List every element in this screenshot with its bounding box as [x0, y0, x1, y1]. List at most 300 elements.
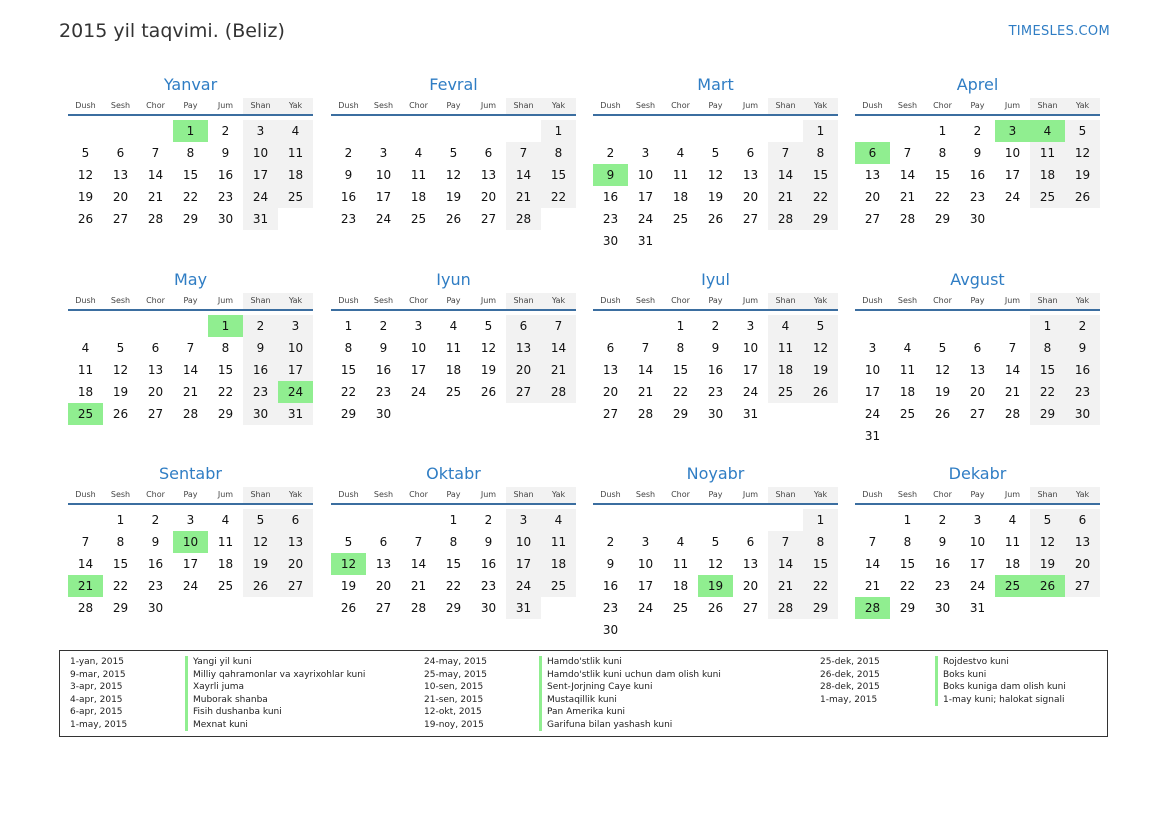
- holiday-row: [70, 681, 365, 694]
- holiday-name: Mexnat kuni: [185, 719, 248, 732]
- weekday-label: Jum: [742, 296, 759, 305]
- day-cell: 18: [672, 579, 689, 593]
- holiday-name: Boks kuniga dam olish kuni: [935, 681, 1066, 694]
- day-grid: [68, 315, 313, 425]
- empty-cell: [593, 120, 628, 142]
- day-cell: 10: [506, 531, 541, 553]
- holiday-date: 3-apr, 2015: [70, 682, 123, 692]
- day-cell: 1: [116, 513, 125, 527]
- day-cell: 21: [864, 579, 881, 593]
- month-oktabr: [331, 463, 576, 619]
- holiday-name: Pan Amerika kuni: [539, 706, 625, 719]
- day-cell: 20: [602, 385, 619, 399]
- holiday-day-cell: 19: [698, 575, 733, 597]
- weekday-label: Jum: [742, 490, 759, 499]
- day-cell: 16: [147, 557, 164, 571]
- day-cell: 29: [672, 407, 689, 421]
- day-cell: 10: [969, 535, 986, 549]
- day-cell: 18: [217, 557, 234, 571]
- day-cell: 23: [1065, 381, 1100, 403]
- day-cell: 22: [445, 579, 462, 593]
- day-cell: 4: [449, 319, 458, 333]
- weekday-label: Dush: [600, 490, 621, 499]
- day-cell: 8: [938, 146, 947, 160]
- day-cell: 13: [147, 363, 164, 377]
- weekday-label: Sesh: [110, 490, 131, 499]
- day-cell: 14: [77, 557, 94, 571]
- day-cell: 5: [803, 315, 838, 337]
- day-cell: 22: [182, 190, 199, 204]
- day-cell: 3: [746, 319, 755, 333]
- holiday-name: Garifuna bilan yashash kuni: [539, 719, 672, 732]
- day-cell: 2: [484, 513, 493, 527]
- weekday-label: Sesh: [635, 490, 656, 499]
- holiday-row: [424, 694, 721, 707]
- day-cell: 19: [1030, 553, 1065, 575]
- day-cell: 5: [243, 509, 278, 531]
- day-cell: 10: [864, 363, 881, 377]
- day-cell: 28: [506, 208, 541, 230]
- weekday-label: Chor: [409, 490, 428, 499]
- day-cell: 17: [637, 190, 654, 204]
- holiday-day-cell: 25: [68, 403, 103, 425]
- holiday-name: Yangi yil kuni: [185, 656, 252, 669]
- holiday-date: 1-may, 2015: [70, 719, 128, 730]
- day-cell: 9: [973, 146, 982, 160]
- day-cell: 11: [672, 168, 689, 182]
- day-cell: 30: [1065, 403, 1100, 425]
- holiday-date: 1-may, 2015: [820, 694, 878, 705]
- holiday-name: Mustaqillik kuni: [539, 694, 617, 707]
- empty-cell: [68, 120, 103, 142]
- weekday-label: Jum: [480, 490, 497, 499]
- day-cell: 21: [768, 186, 803, 208]
- holiday-date: 6-apr, 2015: [70, 707, 123, 717]
- weekday-label: Pay: [183, 296, 198, 305]
- day-cell: 27: [375, 601, 392, 615]
- month-title: Oktabr: [426, 464, 481, 483]
- day-cell: 11: [541, 531, 576, 553]
- day-cell: 22: [112, 579, 129, 593]
- day-cell: 7: [81, 535, 90, 549]
- day-cell: 16: [934, 557, 951, 571]
- holiday-column: [820, 656, 1066, 706]
- day-cell: 27: [742, 601, 759, 615]
- day-grid: [593, 315, 838, 425]
- day-cell: 13: [506, 337, 541, 359]
- weekday-label: Pay: [708, 101, 723, 110]
- day-cell: 7: [903, 146, 912, 160]
- weekday-label: Sesh: [373, 296, 394, 305]
- day-cell: 22: [934, 190, 951, 204]
- day-cell: 3: [414, 319, 423, 333]
- day-cell: 3: [186, 513, 195, 527]
- day-cell: 7: [151, 146, 160, 160]
- day-cell: 10: [637, 557, 654, 571]
- day-cell: 2: [711, 319, 720, 333]
- holiday-row: [424, 669, 721, 682]
- day-cell: 23: [217, 190, 234, 204]
- day-cell: 21: [637, 385, 654, 399]
- day-cell: 13: [969, 363, 986, 377]
- holiday-day-cell: 21: [68, 575, 103, 597]
- day-cell: 11: [672, 557, 689, 571]
- day-cell: 13: [112, 168, 129, 182]
- day-cell: 8: [676, 341, 685, 355]
- day-cell: 3: [243, 120, 278, 142]
- holiday-name: Muborak shanba: [185, 694, 268, 707]
- weekday-label: Yak: [803, 487, 838, 503]
- day-grid: [593, 120, 838, 252]
- day-cell: 6: [746, 535, 755, 549]
- empty-cell: [733, 120, 768, 142]
- day-cell: 18: [278, 164, 313, 186]
- empty-cell: [628, 315, 663, 337]
- day-cell: 16: [602, 579, 619, 593]
- day-cell: 4: [541, 509, 576, 531]
- day-cell: 19: [480, 363, 497, 377]
- day-cell: 2: [606, 535, 615, 549]
- day-cell: 16: [602, 190, 619, 204]
- day-cell: 7: [414, 535, 423, 549]
- weekday-header: [855, 98, 1100, 116]
- day-cell: 1: [344, 319, 353, 333]
- day-cell: 7: [541, 315, 576, 337]
- empty-cell: [768, 509, 803, 531]
- day-cell: 4: [278, 120, 313, 142]
- day-cell: 23: [602, 212, 619, 226]
- weekday-label: Jum: [1004, 296, 1021, 305]
- holiday-row: [820, 694, 1066, 707]
- day-cell: 19: [934, 385, 951, 399]
- day-grid: [331, 315, 576, 425]
- month-avgust: [855, 269, 1100, 447]
- weekday-label: Pay: [183, 101, 198, 110]
- day-cell: 1: [541, 120, 576, 142]
- day-cell: 29: [445, 601, 462, 615]
- month-fevral: [331, 74, 576, 230]
- day-cell: 18: [1004, 557, 1021, 571]
- month-iyun: [331, 269, 576, 425]
- weekday-label: Sesh: [110, 101, 131, 110]
- day-cell: 12: [445, 168, 462, 182]
- day-cell: 6: [1065, 509, 1100, 531]
- day-cell: 19: [340, 579, 357, 593]
- day-cell: 22: [1030, 381, 1065, 403]
- day-cell: 26: [707, 212, 724, 226]
- weekday-label: Chor: [146, 296, 165, 305]
- holiday-day-cell: 4: [1030, 120, 1065, 142]
- day-cell: 13: [480, 168, 497, 182]
- day-cell: 27: [506, 381, 541, 403]
- day-cell: 3: [973, 513, 982, 527]
- day-cell: 2: [344, 146, 353, 160]
- day-cell: 7: [768, 142, 803, 164]
- weekday-label: Chor: [671, 490, 690, 499]
- holiday-day-cell: 9: [593, 164, 628, 186]
- holiday-row: [70, 656, 365, 669]
- day-cell: 10: [410, 341, 427, 355]
- day-cell: 22: [217, 385, 234, 399]
- day-cell: 27: [112, 212, 129, 226]
- weekday-label: Pay: [708, 296, 723, 305]
- day-cell: 5: [1065, 120, 1100, 142]
- day-cell: 13: [864, 168, 881, 182]
- weekday-label: Jum: [1004, 101, 1021, 110]
- empty-cell: [471, 120, 506, 142]
- day-cell: 23: [707, 385, 724, 399]
- day-cell: 14: [410, 557, 427, 571]
- day-cell: 3: [506, 509, 541, 531]
- day-cell: 5: [449, 146, 458, 160]
- day-cell: 23: [243, 381, 278, 403]
- day-cell: 31: [969, 601, 986, 615]
- day-cell: 19: [77, 190, 94, 204]
- weekday-label: Jum: [480, 101, 497, 110]
- day-cell: 17: [410, 363, 427, 377]
- day-cell: 1: [903, 513, 912, 527]
- day-cell: 13: [278, 531, 313, 553]
- day-cell: 12: [243, 531, 278, 553]
- holiday-date: 9-mar, 2015: [70, 669, 126, 680]
- weekday-label: Sesh: [635, 101, 656, 110]
- day-cell: 21: [410, 579, 427, 593]
- weekday-label: Yak: [1065, 487, 1100, 503]
- empty-cell: [593, 509, 628, 531]
- holiday-name: Hamdo'stlik kuni uchun dam olish kuni: [539, 669, 721, 682]
- day-cell: 16: [340, 190, 357, 204]
- holiday-date: 4-apr, 2015: [70, 694, 123, 705]
- day-cell: 21: [541, 359, 576, 381]
- day-cell: 22: [541, 186, 576, 208]
- day-cell: 11: [445, 341, 462, 355]
- day-cell: 7: [641, 341, 650, 355]
- holiday-date: 25-may, 2015: [424, 669, 487, 680]
- site-link[interactable]: TIMESLES.COM: [1008, 24, 1110, 39]
- empty-cell: [436, 120, 471, 142]
- weekday-label: Sesh: [373, 101, 394, 110]
- day-cell: 16: [243, 359, 278, 381]
- day-cell: 6: [278, 509, 313, 531]
- day-cell: 8: [186, 146, 195, 160]
- holiday-name: 1-may kuni; halokat signali: [935, 694, 1065, 707]
- day-cell: 26: [340, 601, 357, 615]
- holiday-column: [424, 656, 721, 731]
- day-cell: 11: [1030, 142, 1065, 164]
- weekday-label: Dush: [75, 490, 96, 499]
- weekday-label: Yak: [803, 98, 838, 114]
- day-cell: 27: [602, 407, 619, 421]
- weekday-label: Pay: [708, 490, 723, 499]
- weekday-label: Dush: [338, 101, 359, 110]
- weekday-label: Pay: [970, 296, 985, 305]
- day-cell: 29: [217, 407, 234, 421]
- empty-cell: [331, 120, 366, 142]
- weekday-label: Dush: [75, 296, 96, 305]
- day-cell: 14: [864, 557, 881, 571]
- weekday-label: Yak: [278, 293, 313, 309]
- empty-cell: [855, 315, 890, 337]
- day-cell: 23: [602, 601, 619, 615]
- day-cell: 5: [1030, 509, 1065, 531]
- day-cell: 22: [340, 385, 357, 399]
- empty-cell: [663, 509, 698, 531]
- day-cell: 1: [803, 120, 838, 142]
- empty-cell: [366, 120, 401, 142]
- holiday-row: [70, 694, 365, 707]
- day-cell: 14: [182, 363, 199, 377]
- empty-cell: [331, 509, 366, 531]
- weekday-label: Sesh: [897, 490, 918, 499]
- weekday-label: Chor: [671, 296, 690, 305]
- day-cell: 10: [278, 337, 313, 359]
- holiday-name: Hamdo'stlik kuni: [539, 656, 622, 669]
- day-grid: [68, 120, 313, 230]
- empty-cell: [663, 120, 698, 142]
- day-cell: 31: [506, 597, 541, 619]
- day-cell: 9: [344, 168, 353, 182]
- day-cell: 2: [606, 146, 615, 160]
- day-grid: [593, 509, 838, 641]
- weekday-label: Sesh: [635, 296, 656, 305]
- month-title: Sentabr: [159, 464, 222, 483]
- day-cell: 4: [903, 341, 912, 355]
- weekday-label: Dush: [862, 101, 883, 110]
- weekday-label: Chor: [671, 101, 690, 110]
- day-cell: 24: [506, 575, 541, 597]
- empty-cell: [138, 120, 173, 142]
- day-cell: 17: [375, 190, 392, 204]
- holiday-list: [59, 650, 1108, 737]
- day-cell: 2: [938, 513, 947, 527]
- day-cell: 26: [77, 212, 94, 226]
- day-cell: 5: [711, 535, 720, 549]
- day-cell: 17: [243, 164, 278, 186]
- day-cell: 31: [637, 234, 654, 248]
- weekday-label: Yak: [541, 487, 576, 503]
- day-cell: 12: [1030, 531, 1065, 553]
- weekday-label: Chor: [409, 101, 428, 110]
- day-cell: 11: [410, 168, 427, 182]
- day-cell: 8: [221, 341, 230, 355]
- day-cell: 20: [278, 553, 313, 575]
- day-cell: 12: [707, 168, 724, 182]
- empty-cell: [68, 509, 103, 531]
- day-cell: 10: [1004, 146, 1021, 160]
- day-cell: 7: [506, 142, 541, 164]
- empty-cell: [401, 120, 436, 142]
- day-cell: 12: [1065, 142, 1100, 164]
- day-cell: 18: [672, 190, 689, 204]
- day-cell: 24: [864, 407, 881, 421]
- day-cell: 6: [379, 535, 388, 549]
- day-cell: 15: [803, 164, 838, 186]
- weekday-label: Sesh: [897, 296, 918, 305]
- day-cell: 20: [506, 359, 541, 381]
- day-cell: 17: [742, 363, 759, 377]
- weekday-label: Shan: [768, 293, 803, 309]
- day-cell: 7: [186, 341, 195, 355]
- day-cell: 8: [449, 535, 458, 549]
- weekday-label: Shan: [243, 487, 278, 503]
- day-cell: 25: [899, 407, 916, 421]
- day-cell: 14: [506, 164, 541, 186]
- day-cell: 15: [899, 557, 916, 571]
- day-cell: 24: [410, 385, 427, 399]
- day-cell: 14: [768, 553, 803, 575]
- empty-cell: [855, 120, 890, 142]
- day-cell: 8: [1030, 337, 1065, 359]
- holiday-date: 10-sen, 2015: [424, 682, 484, 692]
- day-grid: [855, 509, 1100, 619]
- weekday-label: Pay: [183, 490, 198, 499]
- day-cell: 28: [637, 407, 654, 421]
- holiday-name: Boks kuni: [935, 669, 986, 682]
- day-cell: 29: [803, 597, 838, 619]
- holiday-column: [70, 656, 365, 731]
- day-cell: 2: [243, 315, 278, 337]
- month-dekabr: [855, 463, 1100, 619]
- day-cell: 7: [868, 535, 877, 549]
- holiday-row: [70, 706, 365, 719]
- day-cell: 29: [899, 601, 916, 615]
- day-cell: 13: [375, 557, 392, 571]
- day-cell: 10: [375, 168, 392, 182]
- day-cell: 2: [221, 124, 230, 138]
- day-cell: 2: [151, 513, 160, 527]
- day-cell: 14: [1004, 363, 1021, 377]
- page-title: 2015 yil taqvimi. (Beliz): [59, 20, 285, 42]
- day-cell: 27: [864, 212, 881, 226]
- day-cell: 9: [938, 535, 947, 549]
- day-cell: 25: [278, 186, 313, 208]
- day-cell: 15: [803, 553, 838, 575]
- day-cell: 28: [410, 601, 427, 615]
- weekday-label: Yak: [278, 487, 313, 503]
- empty-cell: [366, 509, 401, 531]
- empty-cell: [401, 509, 436, 531]
- day-cell: 5: [711, 146, 720, 160]
- day-cell: 17: [637, 579, 654, 593]
- day-cell: 29: [934, 212, 951, 226]
- day-cell: 17: [1004, 168, 1021, 182]
- day-cell: 22: [803, 186, 838, 208]
- holiday-date: 26-dek, 2015: [820, 669, 880, 680]
- day-cell: 15: [182, 168, 199, 182]
- holiday-date: 25-dek, 2015: [820, 657, 880, 667]
- day-cell: 14: [147, 168, 164, 182]
- day-cell: 20: [864, 190, 881, 204]
- empty-cell: [855, 509, 890, 531]
- day-cell: 24: [742, 385, 759, 399]
- day-cell: 30: [480, 601, 497, 615]
- weekday-label: Sesh: [110, 296, 131, 305]
- holiday-row: [424, 706, 721, 719]
- day-cell: 19: [445, 190, 462, 204]
- weekday-label: Dush: [75, 101, 96, 110]
- day-cell: 31: [243, 208, 278, 230]
- day-cell: 15: [672, 363, 689, 377]
- holiday-name: Fisih dushanba kuni: [185, 706, 282, 719]
- day-cell: 19: [243, 553, 278, 575]
- weekday-label: Dush: [338, 296, 359, 305]
- day-cell: 30: [243, 403, 278, 425]
- day-cell: 29: [112, 601, 129, 615]
- day-cell: 10: [637, 168, 654, 182]
- day-cell: 2: [379, 319, 388, 333]
- holiday-date: 24-may, 2015: [424, 657, 487, 667]
- day-cell: 21: [182, 385, 199, 399]
